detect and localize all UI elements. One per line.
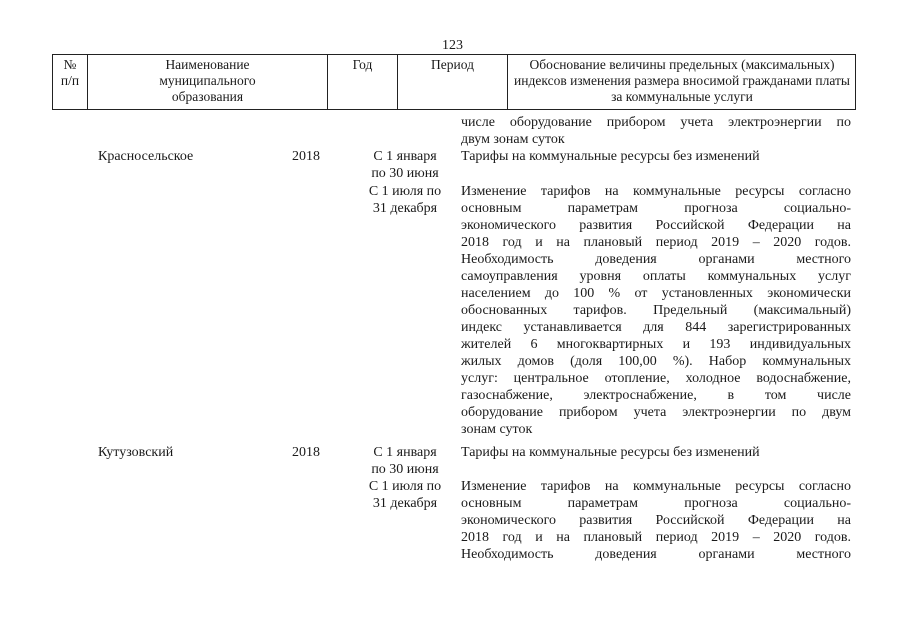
- header-number-cell: [53, 55, 87, 109]
- text-line: услуг: центральное отопление, холодное водоснабжение,: [461, 371, 851, 386]
- year-cell: 2018: [292, 149, 320, 164]
- year-cell: 2018: [292, 445, 320, 460]
- tariff-no-change-text: [461, 148, 851, 165]
- period-line: 31 декабря: [372, 496, 438, 511]
- period-line: по 30 июня: [371, 462, 439, 477]
- text-line: числе оборудование прибором учета электроэнергии по: [461, 115, 851, 130]
- header-period-cell: Период: [397, 55, 507, 109]
- text-line: 2018 год и на плановый период 2019 – 2020 годов.: [461, 235, 851, 250]
- header-basis-line: индексов изменения размера вносимой гражданами платы: [514, 73, 850, 88]
- text-line: самоуправления уровня оплаты коммунальных услуг: [461, 269, 851, 284]
- text-line: Изменение тарифов на коммунальные ресурсы согласно: [461, 479, 851, 494]
- text-line: населением до 100 % от установленных экономически: [461, 286, 851, 301]
- header-year-cell: Год: [327, 55, 397, 109]
- text-line: экономического развития Российской Федерации на: [461, 513, 851, 528]
- header-municipality-line: Наименование: [165, 57, 250, 72]
- period-second-half: [358, 478, 452, 512]
- text-line: Изменение тарифов на коммунальные ресурсы согласно: [461, 184, 851, 199]
- text-line: Тарифы на коммунальные ресурсы без изменений: [461, 445, 760, 460]
- period-line: по 30 июня: [371, 166, 439, 181]
- text-line: газоснабжение, электроснабжение, в том числе: [461, 388, 851, 403]
- text-line: двум зонам суток: [461, 132, 565, 147]
- page-number: 123: [442, 38, 463, 53]
- text-line: зонам суток: [461, 422, 533, 437]
- period-first-half: [358, 444, 452, 478]
- period-second-half: [358, 183, 452, 217]
- header-basis-line: за коммунальные услуги: [611, 89, 753, 104]
- table-header: [52, 54, 856, 110]
- header-number-line: №: [63, 57, 77, 72]
- text-line: основным параметрам прогноза социально-: [461, 496, 851, 511]
- continuation-text: [461, 114, 851, 148]
- text-line: обоснованных тарифов. Предельный (максимальный): [461, 303, 851, 318]
- text-line: жителей 6 многоквартирных и 193 индивидуальных: [461, 337, 851, 352]
- period-line: С 1 июля по: [368, 479, 442, 494]
- text-line: жилых домов (доля 100,00 %). Набор коммунальных: [461, 354, 851, 369]
- text-line: оборудование прибором учета электроэнергии по двум: [461, 405, 851, 420]
- text-line: Необходимость доведения органами местного: [461, 252, 851, 267]
- text-line: 2018 год и на плановый период 2019 – 2020 годов.: [461, 530, 851, 545]
- text-line: основным параметрам прогноза социально-: [461, 201, 851, 216]
- tariff-change-justification: [461, 183, 851, 438]
- municipality-name: Кутузовский: [98, 445, 174, 460]
- header-basis-cell: [507, 55, 856, 109]
- header-municipality-line: образования: [171, 89, 244, 104]
- text-line: Тарифы на коммунальные ресурсы без изменений: [461, 149, 760, 164]
- period-line: С 1 января: [373, 445, 437, 460]
- period-line: С 1 января: [373, 149, 437, 164]
- tariff-no-change-text: [461, 444, 851, 461]
- text-line: экономического развития Российской Федерации на: [461, 218, 851, 233]
- header-municipality-cell: [87, 55, 327, 109]
- period-line: С 1 июля по: [368, 184, 442, 199]
- tariff-change-justification: [461, 478, 851, 563]
- header-municipality-line: муниципального: [159, 73, 256, 88]
- period-first-half: [358, 148, 452, 182]
- text-line: индекс устанавливается для 844 зарегистрированных: [461, 320, 851, 335]
- text-line: Необходимость доведения органами местного: [461, 547, 851, 562]
- header-number-line: п/п: [60, 73, 80, 88]
- header-basis-line: Обоснование величины предельных (максимальных): [529, 57, 835, 72]
- period-line: 31 декабря: [372, 201, 438, 216]
- municipality-name: Красносельское: [98, 149, 194, 164]
